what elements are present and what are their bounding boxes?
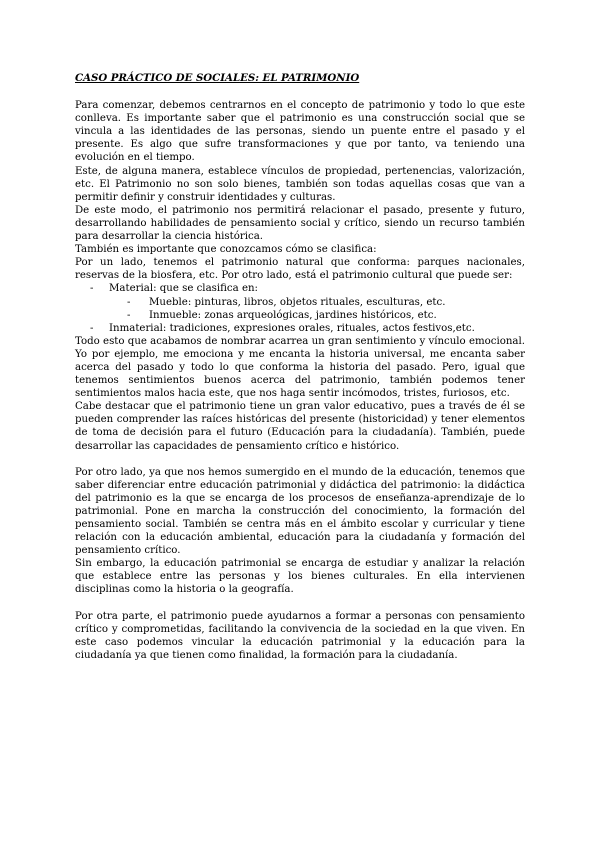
paragraph-spacer: [75, 597, 525, 610]
list-item-mueble: [75, 296, 525, 309]
list-item-inmaterial: [75, 322, 525, 335]
document-title: CASO PRÁCTICO DE SOCIALES: EL PATRIMONIO: [75, 72, 360, 84]
bullet-dash: -: [127, 296, 131, 308]
bullet-dash: -: [127, 309, 131, 321]
paragraph-spacer: [75, 453, 525, 466]
paragraph-conclusion: Por otra parte, el patrimonio puede ayudarnos a formar a personas con pensamiento crítico y comprometidas, facilitando la convivencia de la sociedad en la que viven. En este caso podemos vincular la educación patrimonial y la educación para la ciudadanía ya que tienen como finalidad, la formación para la ciudadanía.: [75, 610, 525, 661]
paragraph-educacion-didactica: Por otro lado, ya que nos hemos sumergido en el mundo de la educación, tenemos que saber diferenciar entre educación patrimonial y didáctica del patrimonio: la didáctica del patrimonio es la que se encarga de los procesos de enseñanza-aprendizaje de lo patrimonial. Pone en marcha la construcción del conocimiento, la formación del pensamiento social. También se centra más en el ámbito escolar y curricular y tiene relación con la educación ambiental, educación para la ciudadanía y formación del pensamiento crítico.: [75, 466, 525, 557]
list-item-material: [75, 282, 525, 295]
bullet-dash: -: [90, 322, 94, 334]
paragraph-tipos: Por un lado, tenemos el patrimonio natural que conforma: parques nacionales, reservas de la biosfera, etc. Por otro lado, está el patrimonio cultural que puede ser:: [75, 257, 525, 282]
list-item-label: Inmueble: zonas arqueológicas, jardines históricos, etc.: [149, 309, 437, 321]
paragraph-relacion-tiempo: De este modo, el patrimonio nos permitirá relacionar el pasado, presente y futuro, desarrollando habilidades de pensamiento social y crítico, siendo un recurso también para desarrollar la ciencia histórica.: [75, 204, 525, 243]
document-body: [75, 72, 525, 662]
paragraph-clasificacion: También es importante que conozcamos cómo se clasifica:: [75, 244, 377, 256]
paragraph-vinculos: Este, de alguna manera, establece vínculos de propiedad, pertenencias, valorización, etc. El Patrimonio no son solo bienes, también son todas aquellas cosas que van a permitir definir y construir identidades y culturas.: [75, 165, 525, 203]
paragraph-sentimientos: Todo esto que acabamos de nombrar acarrea un gran sentimiento y vínculo emocional. Yo por ejemplo, me emociona y me encanta la historia universal, me encanta saber acerca del pasado y todo lo que conforma la historia del pasado. Pero, igual que tenemos sentimientos buenos acerca del patrimonio, también podemos tener sentimientos malos hacia este, que nos haga sentir incómodos, tristes, furiosos, etc.: [75, 335, 525, 400]
paragraph-valor-educativo: Cabe destacar que el patrimonio tiene un gran valor educativo, pues a través de él se pueden comprender las raíces históricas del presente (historicidad) y tener elementos de toma de decisión para el futuro (Educación para la ciudadanía). También, puede desarrollar las capacidades de pensamiento crítico e histórico.: [75, 401, 525, 452]
paragraph-educacion-patrimonial: Sin embargo, la educación patrimonial se encarga de estudiar y analizar la relación que establece entre las personas y los bienes culturales. En ella intervienen disciplinas como la historia o la geografía.: [75, 558, 525, 596]
list-item-inmueble: [75, 309, 525, 322]
paragraph-intro: Para comenzar, debemos centrarnos en el concepto de patrimonio y todo lo que este conlleva. Es importante saber que el patrimonio es una construcción social que se vincula a las identidades de las personas, siendo un puente entre el pasado y el presente. Es algo que sufre transformaciones y que por tanto, va teniendo una evolución en el tiempo.: [75, 100, 525, 164]
list-item-label: Mueble: pinturas, libros, objetos rituales, esculturas, etc.: [149, 296, 446, 308]
list-item-label: Inmaterial: tradiciones, expresiones orales, rituales, actos festivos,etc.: [109, 322, 475, 334]
bullet-dash: -: [90, 283, 94, 295]
list-item-label: Material: que se clasifica en:: [109, 283, 258, 295]
classification-list: [75, 282, 525, 334]
